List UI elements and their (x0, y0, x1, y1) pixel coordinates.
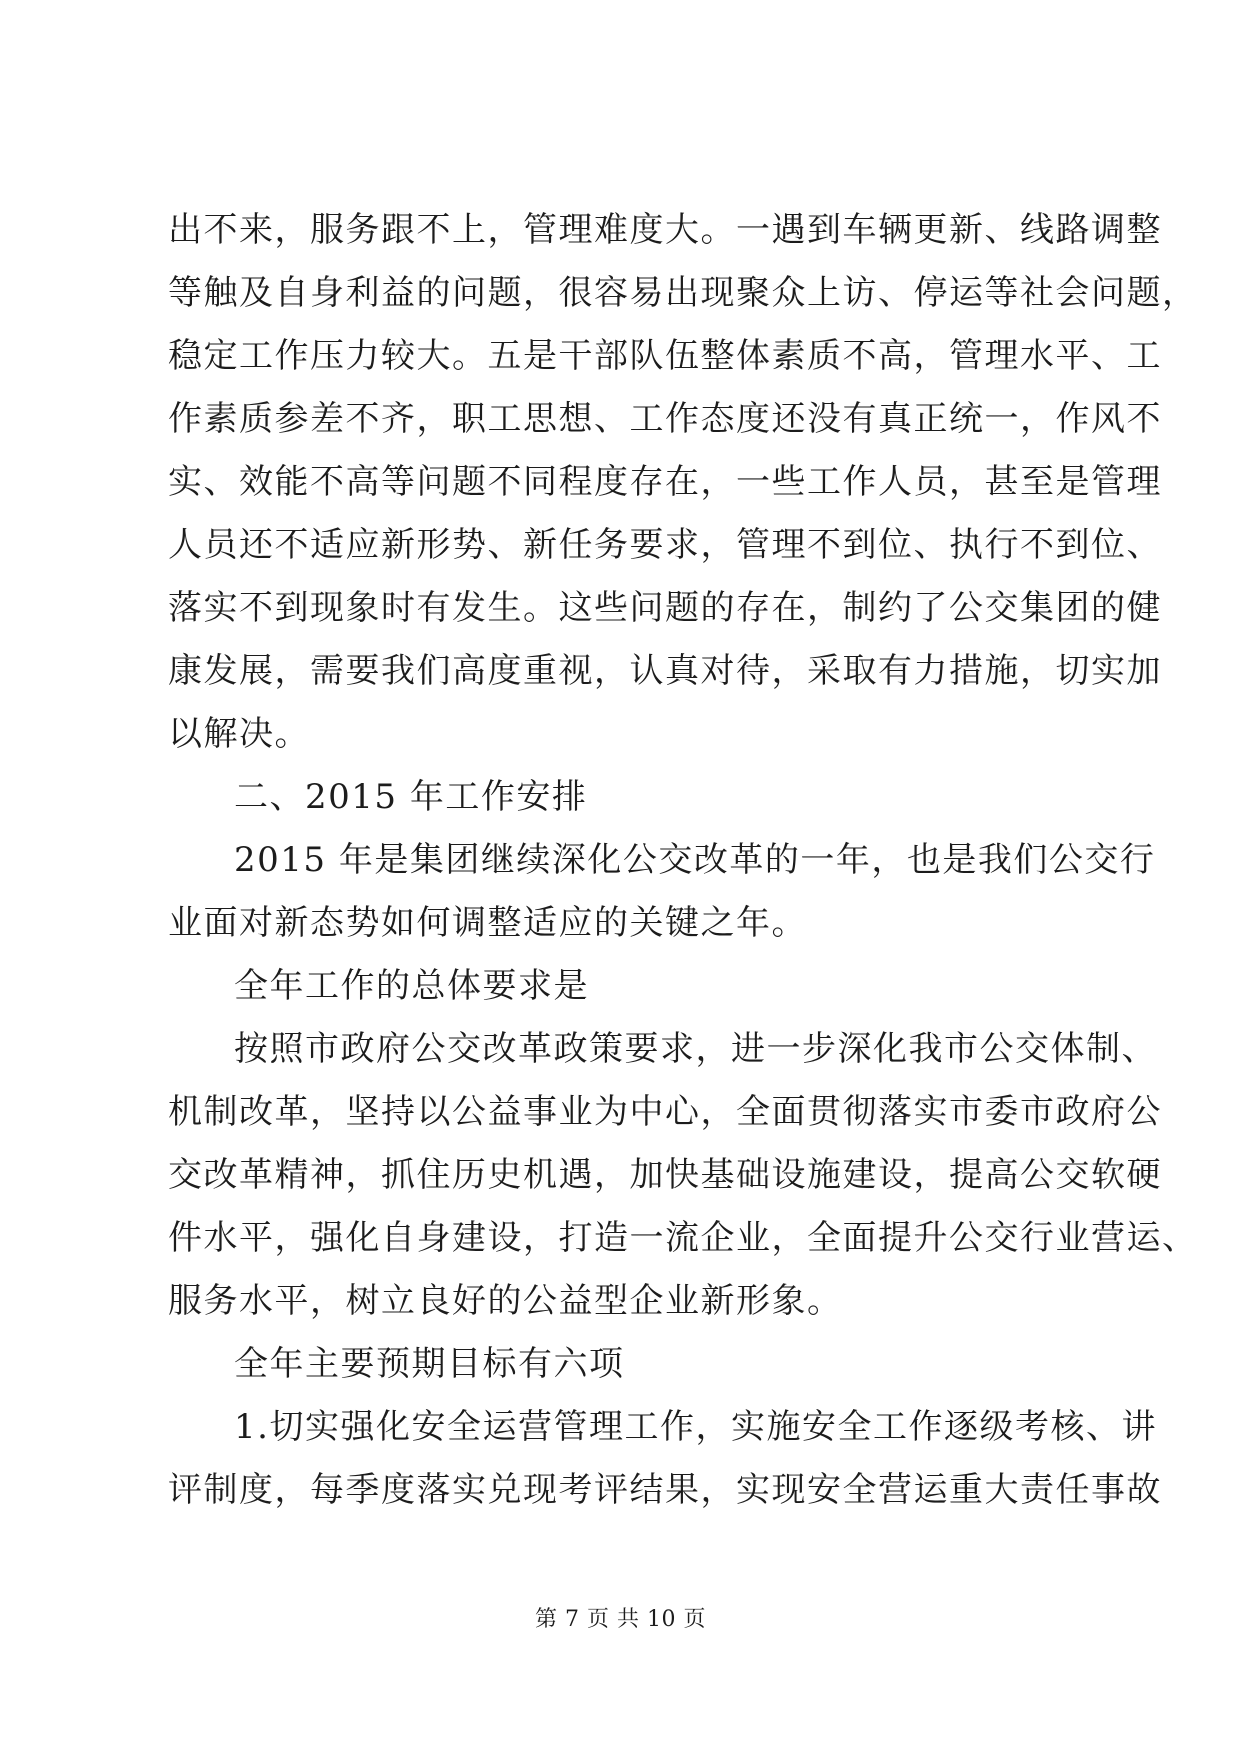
text-line: 2015 年是集团继续深化公交改革的一年，也是我们公交行 (234, 840, 1156, 880)
text-line: 业面对新态势如何调整适应的关键之年。 (168, 903, 807, 943)
text-line: 机制改革，坚持以公益事业为中心，全面贯彻落实市委市政府公 (168, 1092, 1162, 1132)
text-line: 件水平，强化自身建设，打造一流企业，全面提升公交行业营运、 (168, 1218, 1198, 1258)
text-line: 稳定工作压力较大。五是干部队伍整体素质不高，管理水平、工 (168, 336, 1162, 376)
text-line: 按照市政府公交改革政策要求，进一步深化我市公交体制、 (234, 1029, 1157, 1069)
text-line: 评制度，每季度落实兑现考评结果，实现安全营运重大责任事故 (168, 1470, 1162, 1510)
text-line: 服务水平，树立良好的公益型企业新形象。 (168, 1281, 843, 1321)
text-line: 交改革精神，抓住历史机遇，加快基础设施建设，提高公交软硬 (168, 1155, 1162, 1195)
text-line: 全年主要预期目标有六项 (234, 1344, 625, 1384)
text-line: 人员还不适应新形势、新任务要求，管理不到位、执行不到位、 (168, 525, 1162, 565)
text-line: 全年工作的总体要求是 (234, 966, 589, 1006)
text-line: 出不来，服务跟不上，管理难度大。一遇到车辆更新、线路调整 (168, 210, 1162, 250)
page-number-footer: 第 7 页 共 10 页 (535, 1607, 706, 1632)
section-heading: 二、2015 年工作安排 (234, 777, 588, 817)
text-line: 作素质参差不齐，职工思想、工作态度还没有真正统一，作风不 (168, 399, 1162, 439)
text-line: 1.切实强化安全运营管理工作，实施安全工作逐级考核、讲 (234, 1407, 1157, 1447)
text-line: 落实不到现象时有发生。这些问题的存在，制约了公交集团的健 (168, 588, 1162, 628)
text-line: 以解决。 (168, 714, 310, 754)
text-line: 康发展，需要我们高度重视，认真对待，采取有力措施，切实加 (168, 651, 1162, 691)
text-line: 实、效能不高等问题不同程度存在，一些工作人员，甚至是管理 (168, 462, 1162, 502)
text-line: 等触及自身利益的问题，很容易出现聚众上访、停运等社会问题， (168, 273, 1198, 313)
